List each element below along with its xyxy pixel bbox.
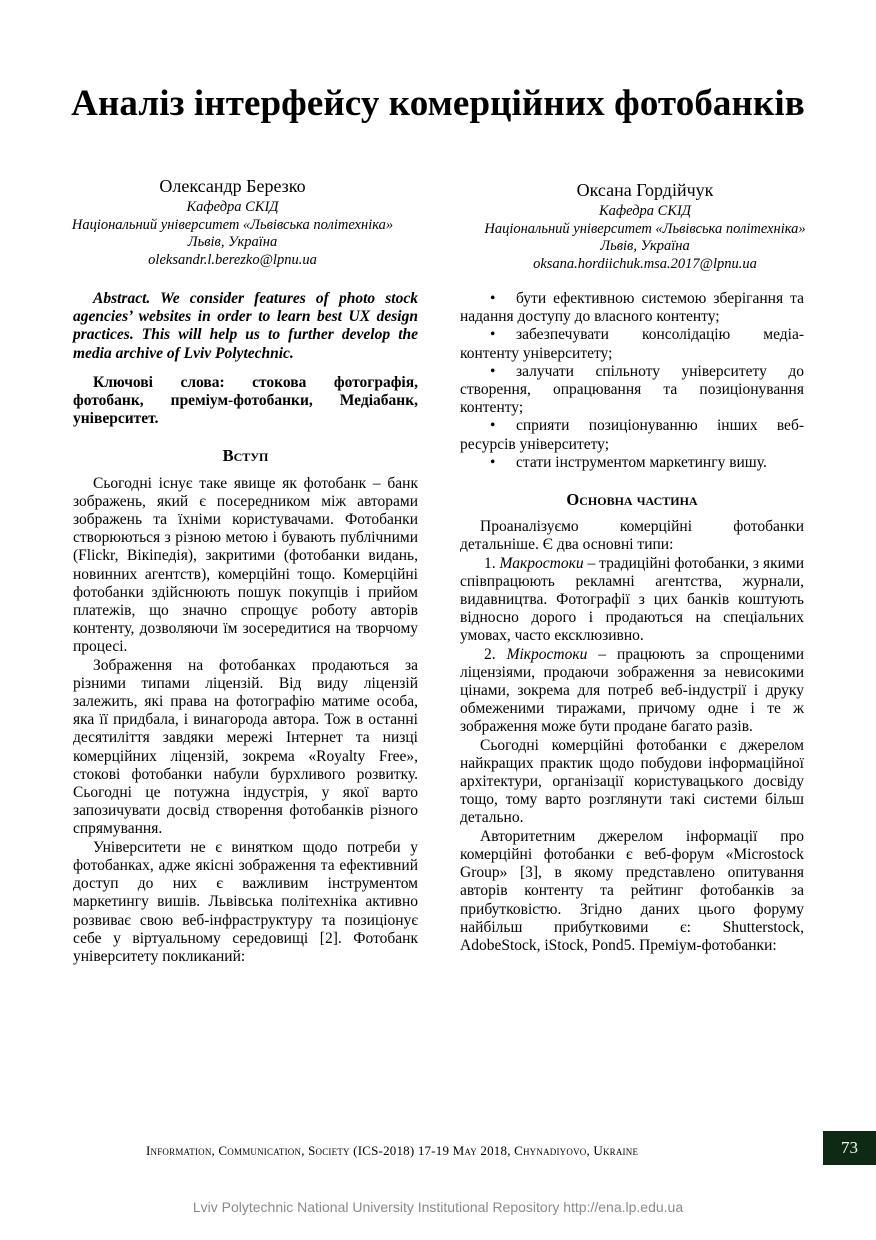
author-name: Олександр Березко xyxy=(159,176,306,196)
list-item-text: сприяти позиціонуванню інших веб-ресурсів університету; xyxy=(460,417,804,453)
page-number: 73 xyxy=(823,1131,876,1165)
right-column xyxy=(460,290,804,955)
list-item-text: бути ефективною системою зберігання та надання доступу до власного контенту; xyxy=(460,290,804,326)
repository-credit: Lviv Polytechnic National University Institutional Repository http://ena.lp.edu.ua xyxy=(192,1199,684,1215)
bullet-icon: • xyxy=(490,326,496,344)
intro-paragraph: Сьогодні існує таке явище як фотобанк – банк зображень, який є посередником між авторами зображень та їхніми користувачами. Фотобанки створюються з різною метою і бувають публічними (Flickr, Вікіпедія), закритими (фотобанки видань, новинних агентств), комерційні тощо. Комерційні фотобанки здійснюють пошук покупців і прийом платежів, що значно спрощує роботу авторів контенту, дозволяючи їм зосередитися на творчому процесі. xyxy=(73,474,418,656)
list-item-text: стати інструментом маркетингу вишу. xyxy=(516,453,767,471)
author-department: Кафедра СКІД xyxy=(598,203,692,219)
bullet-icon: • xyxy=(490,417,496,435)
author-department: Кафедра СКІД xyxy=(186,199,279,215)
author-block-2 xyxy=(460,178,830,273)
numbered-item xyxy=(460,646,804,737)
list-item xyxy=(460,363,804,418)
list-item-text: забезпечувати консолідацію медіа-контенту університету; xyxy=(460,326,804,362)
main-paragraph: Авторитетним джерелом інформації про комерційні фотобанки є веб-форум «Microstock Group» [3], в якому представлено опитування авторів контенту та рейтинг фотобанків за прибутковістю. Згідно даних цього форуму найбільш прибутковими є: Shutterstock, AdobeStock, iStock, Pond5. Преміум-фотобанки: xyxy=(460,827,804,954)
list-item xyxy=(460,454,804,472)
main-intro-paragraph: Проаналізуємо комерційні фотобанки детальніше. Є два основні типи: xyxy=(460,518,804,554)
author-city: Львів, Україна xyxy=(187,234,278,250)
item-text: – працюють за спрощеними ліцензіями, продаючи зображення за невисокими цінами, зокрема для потреб веб-індустрії і друку обмеженими тиражами, причому одне і те ж зображення може бути продане багато разів. xyxy=(460,645,805,736)
author-block-1 xyxy=(50,174,415,269)
section-heading-intro: Вступ xyxy=(222,446,269,466)
list-item xyxy=(460,417,804,453)
item-text: – традиційні фотобанки, з якими співпрацюють рекламні агентства, журнали, видавництва. Фотографії з цих банків коштують відносно дорого і продаються на спеціальних умовах, часто ексклюзивно. xyxy=(460,554,805,645)
numbered-item xyxy=(460,555,804,646)
bullet-icon: • xyxy=(490,453,496,471)
left-column xyxy=(73,290,418,966)
intro-paragraph: Зображення на фотобанках продаються за різними типами ліцензій. Від виду ліцензій залежить, які права на фотографію матиме особа, яка її придбала, і винагорода автора. Тож в останні десятиліття завдяки мережі Інтернет та низці комерційних ліцензій, зокрема «Royalty Free», стокові фотобанки набули бурхливого розвитку. Сьогодні це потужна індустрія, у якої варто запозичувати досвід створення фотобанків різного спрямування. xyxy=(73,656,418,838)
item-number: 1. xyxy=(484,554,496,572)
author-university: Національний університет «Львівська політехніка» xyxy=(484,220,806,237)
author-city: Львів, Україна xyxy=(600,238,690,254)
author-university: Національний університет «Львівська політехніка» xyxy=(71,216,394,233)
author-name: Оксана Гордійчук xyxy=(576,180,714,200)
keywords: Ключові слова: стокова фотографія, фотобанк, преміум-фотобанки, Медіабанк, університет. xyxy=(73,373,418,428)
bullet-list xyxy=(460,290,804,472)
list-item xyxy=(460,290,804,326)
item-term: Мікростоки xyxy=(506,645,588,663)
bullet-icon: • xyxy=(490,362,496,380)
paper-title: Аналіз інтерфейсу комерційних фотобанків xyxy=(71,83,805,124)
conference-footer: Information, Communication, Society (ICS-2018) 17-19 May 2018, Chynadiyovo, Ukraine xyxy=(146,1143,639,1158)
item-term: Макростоки xyxy=(499,554,584,572)
bullet-icon: • xyxy=(490,290,496,307)
list-item-text: залучати спільноту університету до створення, опрацювання та позиціонування контенту; xyxy=(460,362,804,417)
author-email[interactable]: oksana.hordiichuk.msa.2017@lpnu.ua xyxy=(533,255,757,272)
list-item xyxy=(460,326,804,362)
section-heading-main: Основна частина xyxy=(566,490,698,510)
intro-paragraph: Університети не є винятком щодо потреби у фотобанках, адже якісні зображення та ефективний доступ до них є важливим інструментом маркетингу вишів. Львівська політехніка активно розвиває свою веб-інфраструктуру та позиціонує себе у віртуальному середовищі [2]. Фотобанк університету покликаний: xyxy=(73,838,418,965)
abstract: Abstract. We consider features of photo stock agencies’ websites in order to learn best UX design practices. This will help us to further develop the media archive of Lviv Polytechnic. xyxy=(73,290,418,362)
item-number: 2. xyxy=(484,645,496,663)
main-paragraph: Сьогодні комерційні фотобанки є джерелом найкращих практик щодо побудови інформаційної архітектури, організації користувацького досвіду тощо, тому варто розглянути такі системи більш детально. xyxy=(460,736,804,827)
author-email[interactable]: oleksandr.l.berezko@lpnu.ua xyxy=(148,251,317,268)
